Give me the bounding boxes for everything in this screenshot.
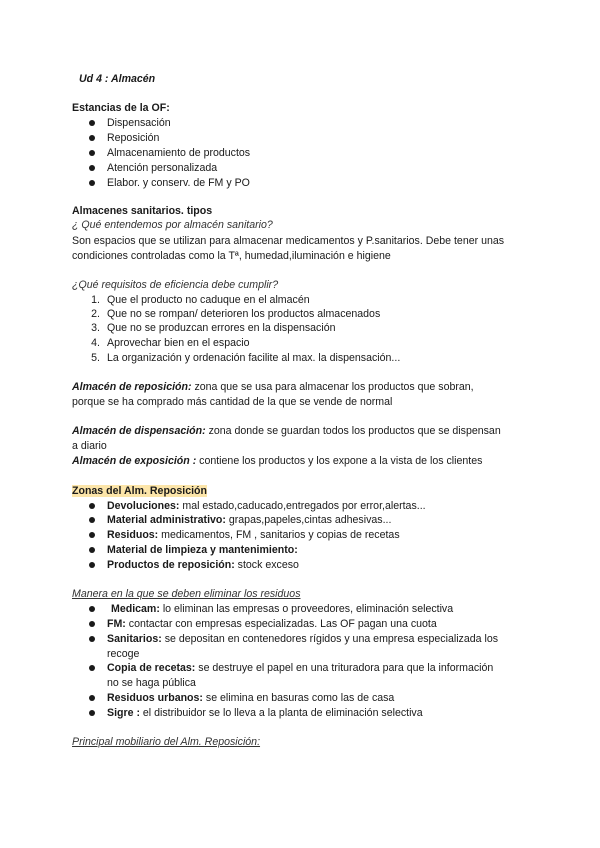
list-number: 5. bbox=[91, 352, 100, 364]
almacenes-heading: Almacenes sanitarios. tipos bbox=[72, 205, 213, 217]
list-item-term: FM: bbox=[107, 618, 126, 630]
list-item-term: Material administrativo: bbox=[107, 514, 226, 526]
list-item-term: Productos de reposición: bbox=[107, 559, 235, 571]
list-item bbox=[107, 661, 493, 675]
bullet-icon bbox=[89, 532, 95, 538]
list-item bbox=[107, 691, 394, 705]
bullet-icon bbox=[89, 695, 95, 701]
list-item: Que no se produzcan errores en la dispensación bbox=[107, 322, 336, 334]
list-number: 2. bbox=[91, 308, 100, 320]
list-item: Que el producto no caduque en el almacén bbox=[107, 294, 310, 306]
bullet-icon bbox=[89, 517, 95, 523]
list-item bbox=[107, 706, 423, 720]
exposicion-text: contiene los productos y los expone a la vista de los clientes bbox=[196, 455, 483, 467]
dispensacion-text: zona donde se guardan todos los productos que se dispensan bbox=[205, 425, 501, 437]
mobiliario-heading: Principal mobiliario del Alm. Reposición: bbox=[72, 736, 261, 748]
bullet-icon bbox=[89, 710, 95, 716]
residuos-heading: Manera en la que se deben eliminar los residuos bbox=[72, 588, 301, 600]
bullet-icon bbox=[89, 135, 95, 141]
list-item bbox=[107, 617, 437, 631]
list-item-term: Residuos urbanos: bbox=[107, 692, 203, 704]
list-item: La organización y ordenación facilite al max. la dispensación... bbox=[107, 352, 401, 364]
list-item bbox=[107, 513, 391, 527]
list-item-text: stock exceso bbox=[234, 559, 299, 571]
almacenes-question-2: ¿Qué requisitos de eficiencia debe cumplir? bbox=[72, 279, 279, 291]
list-item bbox=[111, 602, 453, 616]
dispensacion-paragraph bbox=[72, 424, 501, 438]
list-item-text: se destruye el papel en una trituradora para que la información bbox=[195, 662, 494, 674]
list-item: Aprovechar bien en el espacio bbox=[107, 337, 250, 349]
list-item-text: grapas,papeles,cintas adhesivas... bbox=[225, 514, 392, 526]
list-item bbox=[107, 543, 298, 557]
list-item-text: se elimina en basuras como las de casa bbox=[202, 692, 395, 704]
bullet-icon bbox=[89, 562, 95, 568]
list-item bbox=[107, 558, 299, 572]
bullet-icon bbox=[89, 547, 95, 553]
list-item: Que no se rompan/ deterioren los productos almacenados bbox=[107, 308, 381, 320]
list-item: Elabor. y conserv. de FM y PO bbox=[107, 177, 250, 189]
bullet-icon bbox=[89, 120, 95, 126]
document-title: Ud 4 : Almacén bbox=[79, 73, 156, 85]
bullet-icon bbox=[89, 606, 95, 612]
dispensacion-line-2: a diario bbox=[72, 440, 107, 452]
list-number: 1. bbox=[91, 294, 100, 306]
list-item bbox=[107, 528, 400, 542]
list-item-text: el distribuidor se lo lleva a la planta de eliminación selectiva bbox=[139, 707, 423, 719]
list-number: 4. bbox=[91, 337, 100, 349]
bullet-icon bbox=[89, 165, 95, 171]
reposicion-line-2: porque se ha comprado más cantidad de la que se vende de normal bbox=[72, 396, 393, 408]
almacenes-answer-line-1: Son espacios que se utilizan para almacenar medicamentos y P.sanitarios. Debe tener unas bbox=[72, 235, 505, 247]
list-item bbox=[107, 499, 426, 513]
almacenes-question-1: ¿ Qué entendemos por almacén sanitario? bbox=[72, 219, 273, 231]
reposicion-paragraph bbox=[72, 380, 474, 394]
bullet-icon bbox=[89, 180, 95, 186]
list-item-term: Sanitarios: bbox=[107, 633, 162, 645]
list-item-text: se depositan en contenedores rígidos y una empresa especializada los bbox=[161, 633, 499, 645]
bullet-icon bbox=[89, 503, 95, 509]
reposicion-term: Almacén de reposición: bbox=[72, 381, 192, 393]
exposicion-term: Almacén de exposición : bbox=[72, 455, 197, 467]
exposicion-paragraph bbox=[72, 454, 482, 468]
list-item bbox=[107, 632, 498, 646]
list-item-text: lo eliminan las empresas o proveedores, eliminación selectiva bbox=[159, 603, 454, 615]
list-item-term: Residuos: bbox=[107, 529, 159, 541]
list-item: Reposición bbox=[107, 132, 160, 144]
list-item: Almacenamiento de productos bbox=[107, 147, 251, 159]
list-item-term: Material de limpieza y mantenimiento: bbox=[107, 544, 298, 556]
reposicion-text: zona que se usa para almacenar los productos que sobran, bbox=[191, 381, 474, 393]
estancias-heading: Estancias de la OF: bbox=[72, 102, 170, 114]
bullet-icon bbox=[89, 621, 95, 627]
dispensacion-term: Almacén de dispensación: bbox=[72, 425, 206, 437]
bullet-icon bbox=[89, 636, 95, 642]
zonas-heading-text: Zonas del Alm. Reposición bbox=[72, 485, 207, 497]
list-item-continuation: no se haga pública bbox=[107, 677, 196, 689]
list-item-term: Medicam: bbox=[111, 603, 160, 615]
almacenes-answer-line-2: condiciones controladas como la Tª, humedad,iluminación e higiene bbox=[72, 250, 391, 262]
bullet-icon bbox=[89, 665, 95, 671]
list-item-text: medicamentos, FM , sanitarios y copias de recetas bbox=[158, 529, 400, 541]
list-item-term: Devoluciones: bbox=[107, 500, 180, 512]
list-item-term: Copia de recetas: bbox=[107, 662, 196, 674]
list-item-text: contactar con empresas especializadas. Las OF pagan una cuota bbox=[125, 618, 437, 630]
list-item-continuation: recoge bbox=[107, 648, 140, 660]
list-item: Atención personalizada bbox=[107, 162, 218, 174]
bullet-icon bbox=[89, 150, 95, 156]
list-item-term: Sigre : bbox=[107, 707, 140, 719]
list-item-text: mal estado,caducado,entregados por error,alertas... bbox=[179, 500, 426, 512]
zonas-heading bbox=[72, 484, 207, 498]
list-number: 3. bbox=[91, 322, 100, 334]
list-item: Dispensación bbox=[107, 117, 171, 129]
